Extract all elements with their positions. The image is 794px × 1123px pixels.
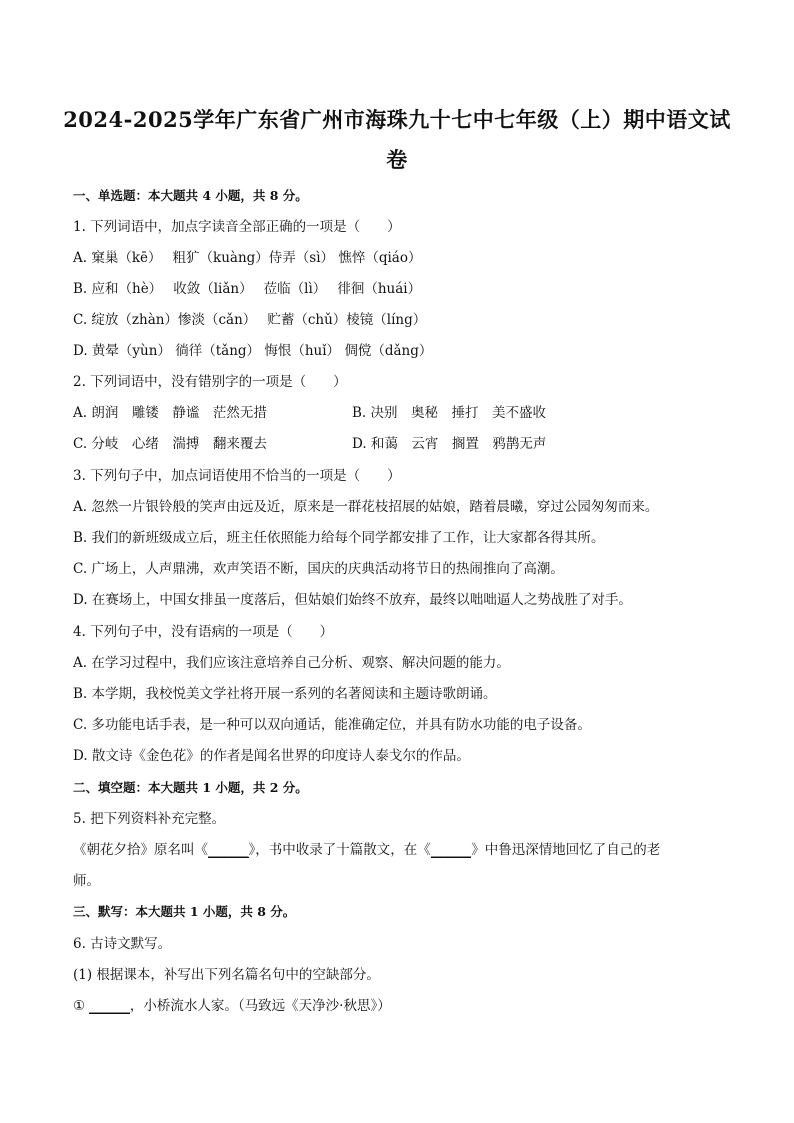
question-2-stem: 2. 下列词语中，没有错别字的一项是（ ） (73, 374, 347, 390)
question-6-stem: 6. 古诗文默写。 (73, 936, 172, 952)
question-4-stem: 4. 下列句子中，没有语病的一项是（ ） (73, 624, 334, 640)
section-heading-1: 一、单选题：本大题共 4 小题，共 8 分。 (73, 188, 308, 203)
section-heading-3: 三、默写：本大题共 1 小题，共 8 分。 (73, 904, 296, 919)
question-1-stem: 1. 下列词语中，加点字读音全部正确的一项是（ ） (73, 219, 401, 235)
question-4-option-d: D. 散文诗《金色花》的作者是闻名世界的印度诗人泰戈尔的作品。 (73, 748, 470, 764)
section-heading-2: 二、填空题：本大题共 1 小题，共 2 分。 (73, 780, 308, 795)
question-5-text-2: 》，书中收录了十篇散文，在《 (248, 842, 431, 858)
question-4-option-a: A. 在学习过程中，我们应该注意培养自己分析、观察、解决问题的能力。 (73, 655, 510, 671)
question-1-option-b: B. 应和（hè） 收敛（liǎn） 莅临（lì） 徘徊（huái） (73, 281, 422, 297)
question-5-stem: 5. 把下列资料补充完整。 (73, 811, 226, 827)
answer-blank-3[interactable]: ______ (89, 998, 130, 1014)
question-5-text-1: 《朝花夕拾》原名叫《 (73, 842, 208, 858)
question-4-option-c: C. 多功能电话手表，是一种可以双向通话，能准确定位，并具有防水功能的电子设备。 (73, 717, 591, 733)
answer-blank-2[interactable]: ______ (430, 842, 472, 858)
item-number: ① (73, 998, 86, 1014)
question-2-option-d: D. 和蔼 云宵 搁置 鸦鹊无声 (352, 436, 547, 452)
question-2-option-a: A. 朗润 雕镂 静谧 茫然无措 (73, 405, 267, 421)
question-3-option-a: A. 忽然一片银铃般的笑声由远及近，原来是一群花枝招展的姑娘，踏着晨曦，穿过公园匆匆而来。 (73, 499, 659, 515)
question-3-option-d: D. 在赛场上，中国女排虽一度落后，但姑娘们始终不放弃，最终以咄咄逼人之势战胜了对手。 (73, 592, 632, 608)
question-1-option-a: A. 窠巢（kē） 粗犷（kuàng）侍弄（sì） 憔悴（qiáo） (73, 250, 422, 266)
question-2-option-b: B. 决别 奥秘 捶打 美不盛收 (352, 405, 547, 421)
question-1-option-d: D. 黄晕（yùn） 徜徉（tǎng） 悔恨（huǐ） 倜傥（dǎng） (73, 343, 433, 359)
question-2-option-c: C. 分岐 心绪 湍搏 翻来覆去 (73, 436, 267, 452)
question-6-subquestion-1: (1) 根据课本，补写出下列名篇名句中的空缺部分。 (73, 967, 380, 983)
page-title: 2024-2025学年广东省广州市海珠九十七中七年级（上）期中语文试卷 (63, 107, 731, 172)
question-5-continuation: 师。 (73, 873, 100, 889)
question-4-option-b: B. 本学期，我校悦美文学社将开展一系列的名著阅读和主题诗歌朗诵。 (73, 686, 497, 702)
question-3-option-c: C. 广场上，人声鼎沸，欢声笑语不断，国庆的庆典活动将节日的热闹推向了高潮。 (73, 561, 564, 577)
question-6-item-1-text: ，小桥流水人家。（马致远《天净沙·秋思》） (129, 998, 391, 1014)
question-5-body (73, 840, 660, 860)
question-6-item-1 (73, 996, 391, 1016)
question-1-option-c: C. 绽放（zhàn）惨淡（cǎn） 贮蓄（chǔ）棱镜（líng） (73, 312, 427, 328)
question-3-stem: 3. 下列句子中，加点词语使用不恰当的一项是（ ） (73, 468, 401, 484)
question-3-option-b: B. 我们的新班级成立后，班主任依照能力给每个同学都安排了工作，让大家都各得其所。 (73, 530, 605, 546)
question-5-text-3: 》中鲁迅深情地回忆了自己的老 (471, 842, 661, 858)
answer-blank-1[interactable]: ______ (208, 842, 249, 858)
